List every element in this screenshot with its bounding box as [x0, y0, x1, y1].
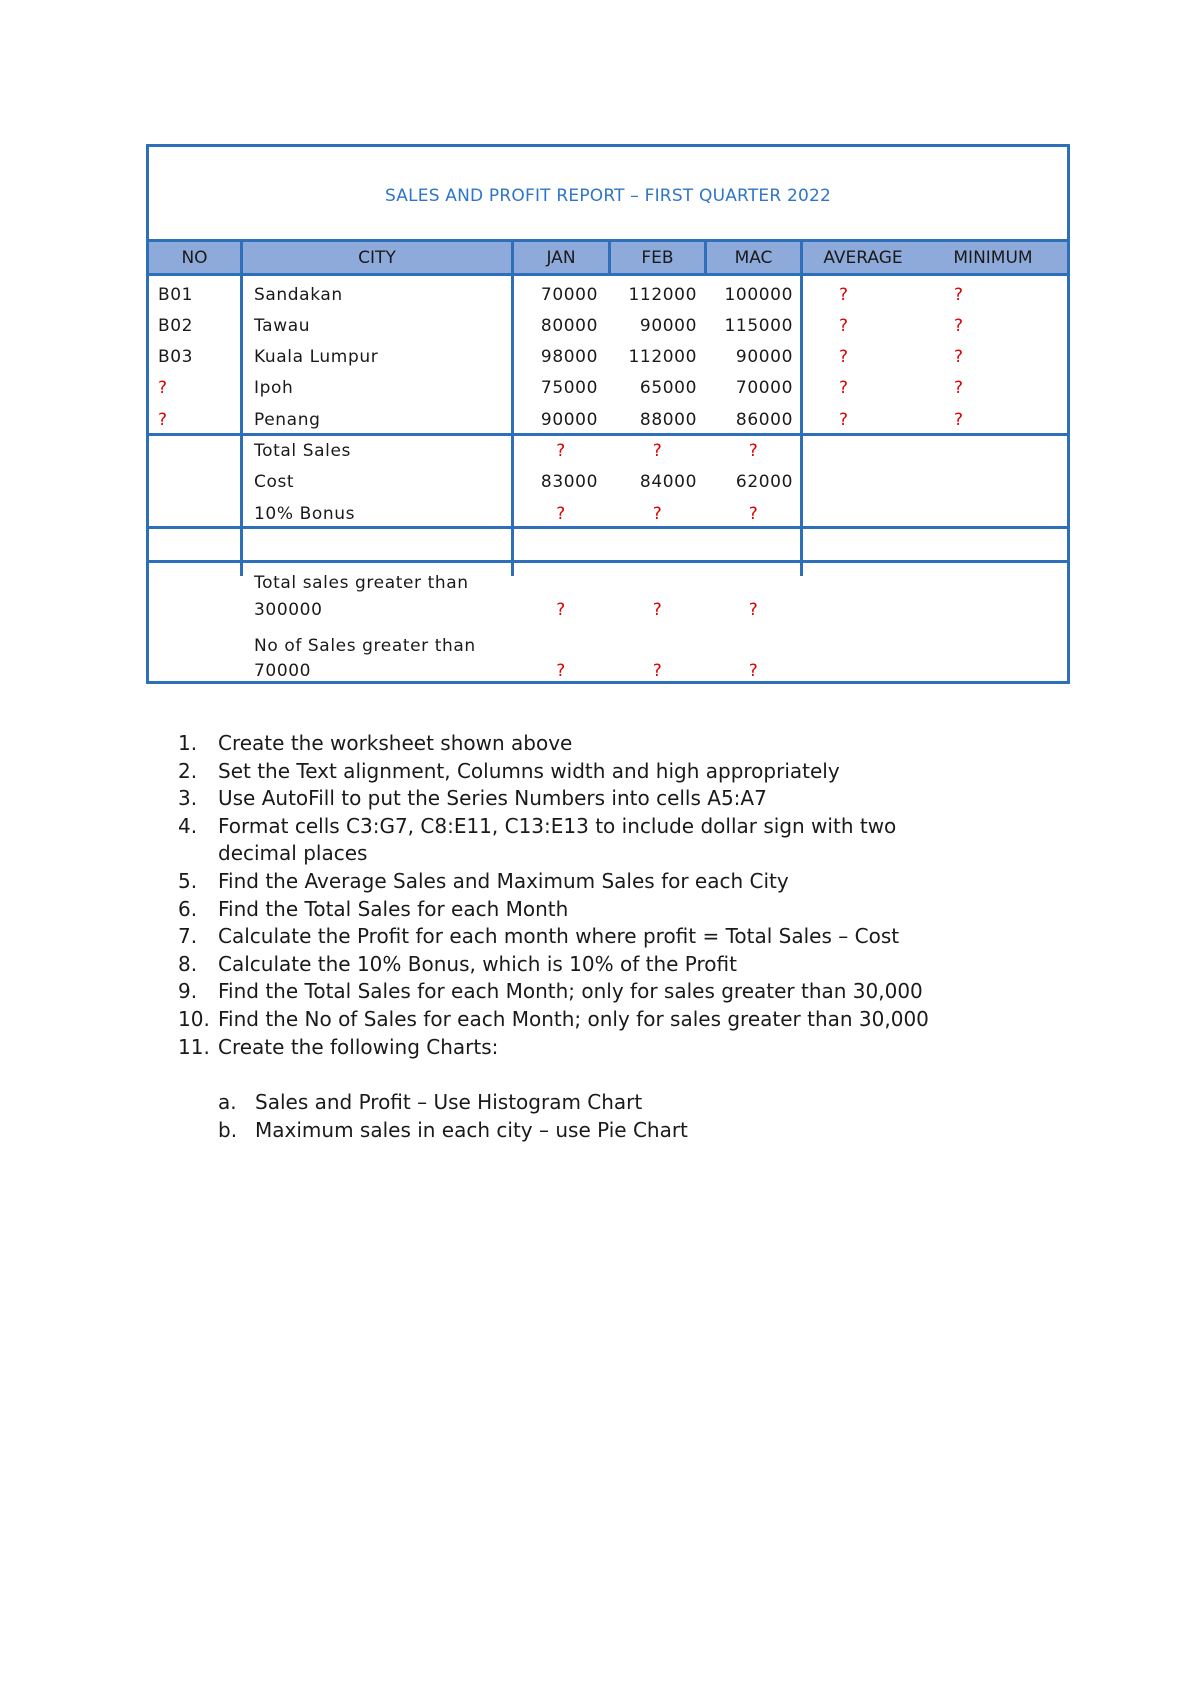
- list-text: Find the Average Sales and Maximum Sales for each City: [218, 868, 789, 893]
- conditional-label-line1: Total sales greater than: [254, 573, 469, 593]
- header-average: AVERAGE: [823, 248, 903, 268]
- divider-jan-feb: [608, 242, 611, 273]
- cell-feb: 112000: [628, 285, 697, 305]
- cell-mac: 70000: [735, 378, 793, 398]
- divider-feb-mac: [704, 242, 707, 273]
- cell-minimum: ?: [954, 316, 964, 336]
- summary-feb: ?: [652, 504, 663, 524]
- header-no: NO: [181, 248, 208, 268]
- cell-average: ?: [839, 410, 849, 430]
- cell-no: ?: [158, 378, 168, 398]
- list-number: 7.: [178, 924, 198, 949]
- list-text: Create the worksheet shown above: [218, 731, 573, 755]
- list-item: [178, 896, 1078, 924]
- list-text: Find the Total Sales for each Month; only for sales greater than 30,000: [218, 979, 923, 1004]
- list-text: Use AutoFill to put the Series Numbers into cells A5:A7: [218, 786, 767, 811]
- list-number: 1.: [178, 731, 198, 755]
- list-item: [178, 813, 1078, 868]
- cell-city: Ipoh: [254, 378, 294, 398]
- cell-minimum: ?: [954, 410, 964, 430]
- cell-city: Kuala Lumpur: [254, 347, 379, 367]
- cell-minimum: ?: [954, 347, 964, 367]
- list-number: 6.: [178, 896, 198, 921]
- list-text: Calculate the 10% Bonus, which is 10% of the Profit: [218, 951, 737, 976]
- summary-mac: ?: [748, 441, 759, 461]
- list-text: Find the Total Sales for each Month: [218, 896, 569, 921]
- sub-list-text: Sales and Profit – Use Histogram Chart: [255, 1090, 643, 1115]
- conditional-label-line2: 70000: [254, 661, 312, 681]
- header-mac: MAC: [734, 248, 773, 268]
- summary-jan: ?: [556, 504, 566, 524]
- summary-bottom-border: [149, 526, 1067, 529]
- list-item: [178, 1006, 1078, 1034]
- conditional-mac: ?: [748, 661, 759, 681]
- header-bottom-border: [149, 273, 1067, 276]
- blank-row-bottom-border: [149, 560, 1067, 563]
- list-text: Find the No of Sales for each Month; only for sales greater than 30,000: [218, 1006, 929, 1031]
- list-text: Format cells C3:G7, C8:E11, C13:E13 to include dollar sign with two: [218, 813, 897, 838]
- conditional-label-line2: 300000: [254, 600, 323, 620]
- list-item: [178, 978, 1078, 1006]
- summary-feb: ?: [652, 441, 663, 461]
- worksheet-table: [146, 144, 1070, 684]
- conditional-feb: ?: [652, 661, 663, 681]
- list-text: Set the Text alignment, Columns width and high appropriately: [218, 758, 840, 783]
- summary-label: 10% Bonus: [254, 504, 356, 524]
- list-text-continued: decimal places: [218, 841, 368, 866]
- summary-jan: ?: [556, 441, 566, 461]
- data-bottom-border: [149, 433, 1067, 436]
- list-item: [178, 923, 1078, 951]
- cell-minimum: ?: [954, 378, 964, 398]
- list-text: Create the following Charts:: [218, 1034, 499, 1059]
- list-number: 3.: [178, 786, 198, 811]
- summary-label: Total Sales: [254, 441, 351, 461]
- cell-jan: 70000: [540, 285, 598, 305]
- cell-no: B02: [158, 316, 194, 336]
- conditional-feb: ?: [652, 600, 663, 620]
- report-title: SALES AND PROFIT REPORT – FIRST QUARTER 2022: [384, 186, 832, 206]
- list-number: 5.: [178, 868, 198, 893]
- cell-jan: 98000: [540, 347, 598, 367]
- cell-feb: 65000: [639, 378, 697, 398]
- sub-list-item: [178, 1117, 1078, 1145]
- conditional-label-line1: No of Sales greater than: [254, 636, 476, 656]
- list-spacer: [178, 1061, 1078, 1089]
- header-jan: JAN: [546, 248, 576, 268]
- sub-list-text: Maximum sales in each city – use Pie Chart: [255, 1117, 688, 1142]
- sub-list-letter: a.: [218, 1090, 237, 1115]
- cell-feb: 112000: [628, 347, 697, 367]
- summary-label: Cost: [254, 472, 295, 492]
- header-city: CITY: [358, 248, 396, 268]
- list-item: [178, 758, 1078, 786]
- list-number: 11.: [178, 1034, 210, 1059]
- cell-city: Penang: [254, 410, 321, 430]
- cell-jan: 80000: [540, 316, 598, 336]
- sub-list-item: [178, 1089, 1078, 1117]
- list-number: 4.: [178, 813, 198, 838]
- cell-no: B03: [158, 347, 194, 367]
- cell-mac: 100000: [724, 285, 793, 305]
- header-minimum: MINIMUM: [953, 248, 1033, 268]
- list-number: 10.: [178, 1006, 210, 1031]
- cell-feb: 90000: [639, 316, 697, 336]
- cell-average: ?: [839, 285, 849, 305]
- list-item: [178, 868, 1078, 896]
- list-number: 9.: [178, 979, 198, 1004]
- cell-mac: 115000: [724, 316, 793, 336]
- summary-feb: 84000: [639, 472, 697, 492]
- conditional-mac: ?: [748, 600, 759, 620]
- cell-mac: 86000: [735, 410, 793, 430]
- list-number: 8.: [178, 951, 198, 976]
- cell-feb: 88000: [639, 410, 697, 430]
- list-item: [178, 785, 1078, 813]
- cell-average: ?: [839, 378, 849, 398]
- sub-list-letter: b.: [218, 1117, 238, 1142]
- cell-no: B01: [158, 285, 194, 305]
- cell-jan: 90000: [540, 410, 598, 430]
- list-item: [178, 1034, 1078, 1062]
- summary-jan: 83000: [540, 472, 598, 492]
- list-item: [178, 730, 1078, 758]
- list-text: Calculate the Profit for each month where profit = Total Sales – Cost: [218, 924, 900, 949]
- summary-mac: 62000: [735, 472, 793, 492]
- list-number: 2.: [178, 758, 198, 783]
- conditional-jan: ?: [556, 600, 566, 620]
- cell-minimum: ?: [954, 285, 964, 305]
- summary-mac: ?: [748, 504, 759, 524]
- cell-average: ?: [839, 316, 849, 336]
- cell-average: ?: [839, 347, 849, 367]
- header-feb: FEB: [641, 248, 674, 268]
- conditional-jan: ?: [556, 661, 566, 681]
- instructions-list: [178, 730, 1078, 1144]
- cell-mac: 90000: [735, 347, 793, 367]
- cell-city: Sandakan: [254, 285, 343, 305]
- cell-no: ?: [158, 410, 168, 430]
- cell-jan: 75000: [540, 378, 598, 398]
- list-item: [178, 951, 1078, 979]
- cell-city: Tawau: [254, 316, 311, 336]
